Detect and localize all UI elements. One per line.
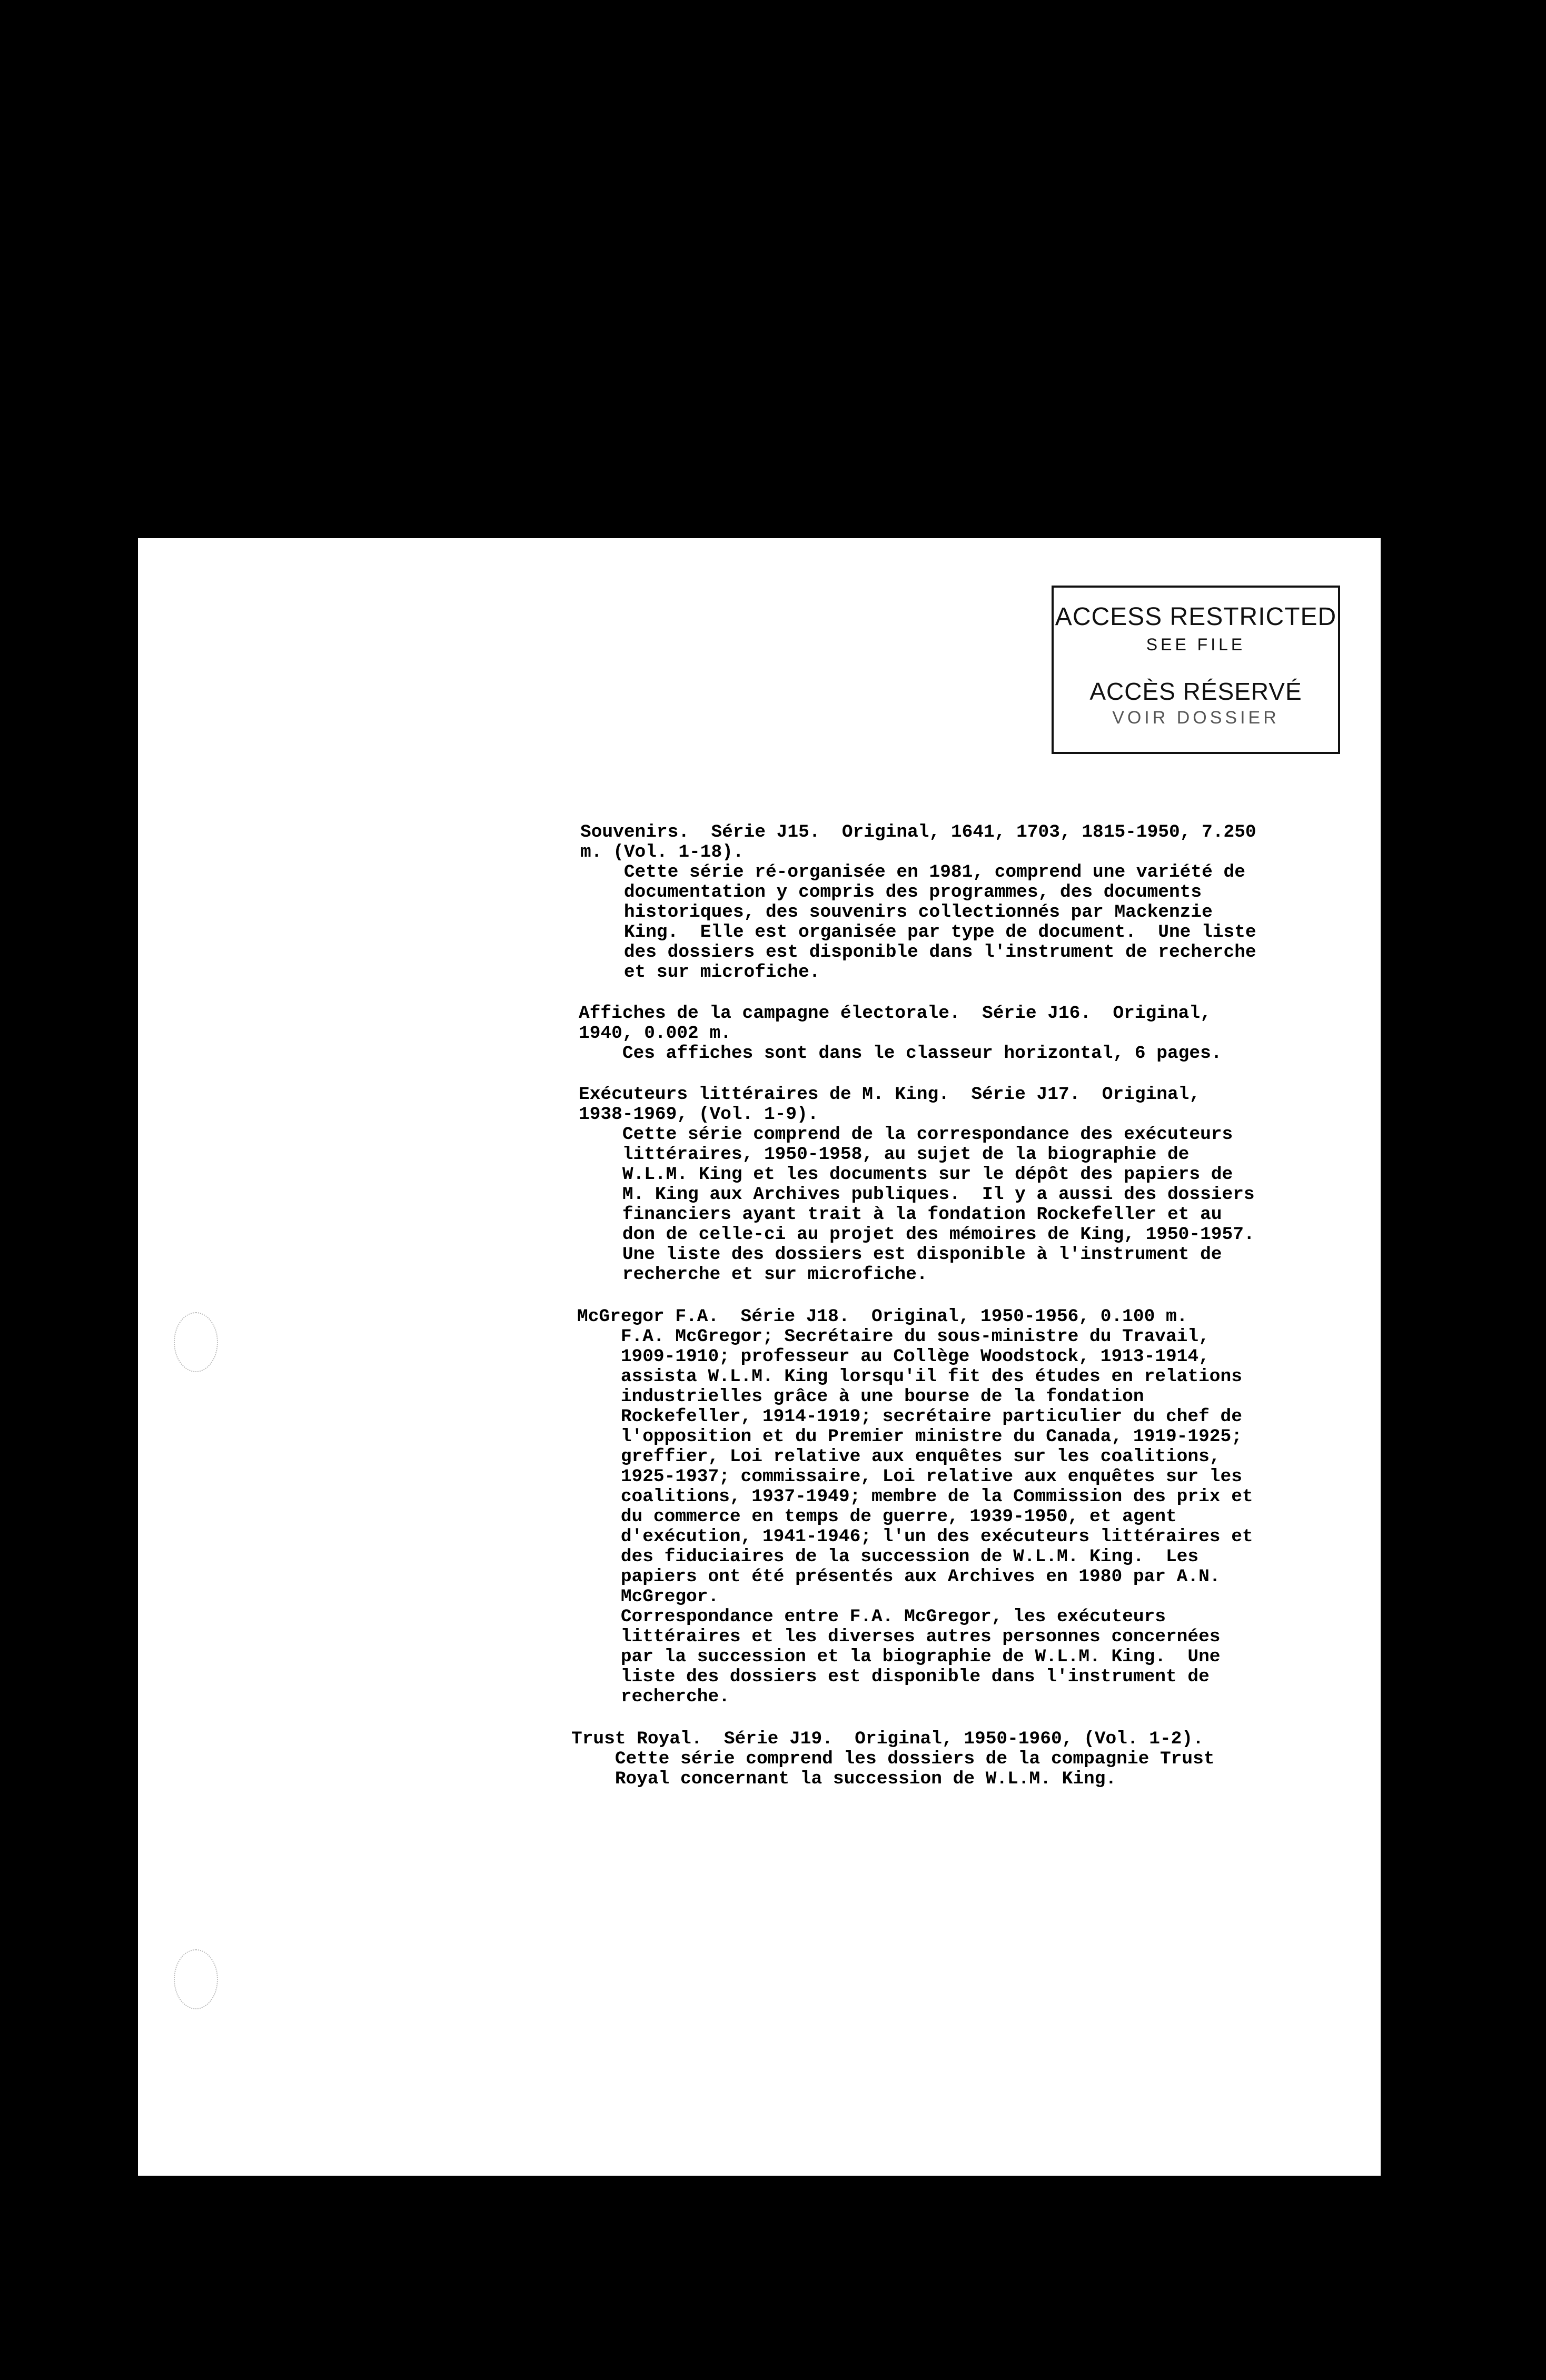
document-page xyxy=(138,538,1381,2176)
entry-line: Correspondance entre F.A. McGregor, les exécuteurs xyxy=(577,1607,1166,1627)
entry-line: don de celle-ci au projet des mémoires de King, 1950-1957. xyxy=(579,1224,1255,1245)
entry-line: Souvenirs. Série J15. Original, 1641, 1703, 1815-1950, 7.250 xyxy=(580,822,1256,842)
entry-line: historiques, des souvenirs collectionnés par Mackenzie xyxy=(580,902,1213,923)
entry-line: Cette série ré-organisée en 1981, comprend une variété de xyxy=(580,862,1245,882)
entry-line: du commerce en temps de guerre, 1939-1950, et agent xyxy=(577,1506,1177,1527)
stamp-line: VOIR DOSSIER xyxy=(1112,708,1280,728)
entry-line: assista W.L.M. King lorsqu'il fit des études en relations xyxy=(577,1366,1242,1387)
entry-line: King. Elle est organisée par type de document. Une liste xyxy=(580,922,1256,943)
series-entries xyxy=(138,538,1381,2176)
entry-line: industrielles grâce à une bourse de la fondation xyxy=(577,1386,1144,1407)
entry-line: liste des dossiers est disponible dans l'instrument de xyxy=(577,1667,1210,1687)
entry-line: Rockefeller, 1914-1919; secrétaire particulier du chef de xyxy=(577,1406,1242,1427)
entry-line: et sur microfiche. xyxy=(580,962,820,983)
entry-line: littéraires et les diverses autres personnes concernées xyxy=(577,1627,1221,1647)
stamp-line: ACCESS RESTRICTED xyxy=(1055,603,1337,631)
entry-line: recherche et sur microfiche. xyxy=(579,1264,928,1285)
entry-line: d'exécution, 1941-1946; l'un des exécuteurs littéraires et xyxy=(577,1526,1253,1547)
entry-line: Royal concernant la succession de W.L.M. King. xyxy=(571,1769,1117,1789)
entry-line: Exécuteurs littéraires de M. King. Série J17. Original, xyxy=(579,1084,1201,1105)
entry-line: documentation y compris des programmes, des documents xyxy=(580,882,1202,903)
stamp-line: SEE FILE xyxy=(1146,635,1246,654)
entry-line: 1925-1937; commissaire, Loi relative aux enquêtes sur les xyxy=(577,1466,1242,1487)
entry-line: papiers ont été présentés aux Archives en 1980 par A.N. xyxy=(577,1566,1221,1587)
entry-line: McGregor F.A. Série J18. Original, 1950-1956, 0.100 m. xyxy=(577,1306,1188,1327)
entry-line: Ces affiches sont dans le classeur horizontal, 6 pages. xyxy=(579,1043,1222,1064)
entry-line: des fiduciaires de la succession de W.L.M. King. Les xyxy=(577,1546,1199,1567)
entry-line: Trust Royal. Série J19. Original, 1950-1960, (Vol. 1-2). xyxy=(571,1729,1204,1749)
entry-line: F.A. McGregor; Secrétaire du sous-ministre du Travail, xyxy=(577,1326,1210,1347)
entry-line: recherche. xyxy=(577,1687,730,1707)
entry-line: Une liste des dossiers est disponible à l'instrument de xyxy=(579,1244,1222,1265)
entry-line: Cette série comprend de la correspondance des exécuteurs xyxy=(579,1124,1233,1145)
entry-line: 1938-1969, (Vol. 1-9). xyxy=(579,1104,819,1125)
entry-line: 1909-1910; professeur au Collège Woodstock, 1913-1914, xyxy=(577,1346,1210,1367)
entry-line: des dossiers est disponible dans l'instrument de recherche xyxy=(580,942,1256,963)
entry-line: littéraires, 1950-1958, au sujet de la biographie de xyxy=(579,1144,1190,1165)
entry-line: coalitions, 1937-1949; membre de la Commission des prix et xyxy=(577,1486,1253,1507)
entry-line: financiers ayant trait à la fondation Rockefeller et au xyxy=(579,1204,1222,1225)
entry-line: M. King aux Archives publiques. Il y a aussi des dossiers xyxy=(579,1184,1255,1205)
entry-line: W.L.M. King et les documents sur le dépôt des papiers de xyxy=(579,1164,1233,1185)
entry-line: greffier, Loi relative aux enquêtes sur les coalitions, xyxy=(577,1446,1221,1467)
entry-line: m. (Vol. 1-18). xyxy=(580,842,744,862)
entry-line: 1940, 0.002 m. xyxy=(579,1023,731,1044)
entry-line: McGregor. xyxy=(577,1586,719,1607)
stamp-line: ACCÈS RÉSERVÉ xyxy=(1089,678,1302,705)
entry-line: Affiches de la campagne électorale. Série J16. Original, xyxy=(579,1003,1211,1024)
entry-line: par la succession et la biographie de W.L.M. King. Une xyxy=(577,1647,1221,1667)
entry-line: l'opposition et du Premier ministre du Canada, 1919-1925; xyxy=(577,1426,1242,1447)
entry-line: Cette série comprend les dossiers de la compagnie Trust xyxy=(571,1749,1215,1769)
